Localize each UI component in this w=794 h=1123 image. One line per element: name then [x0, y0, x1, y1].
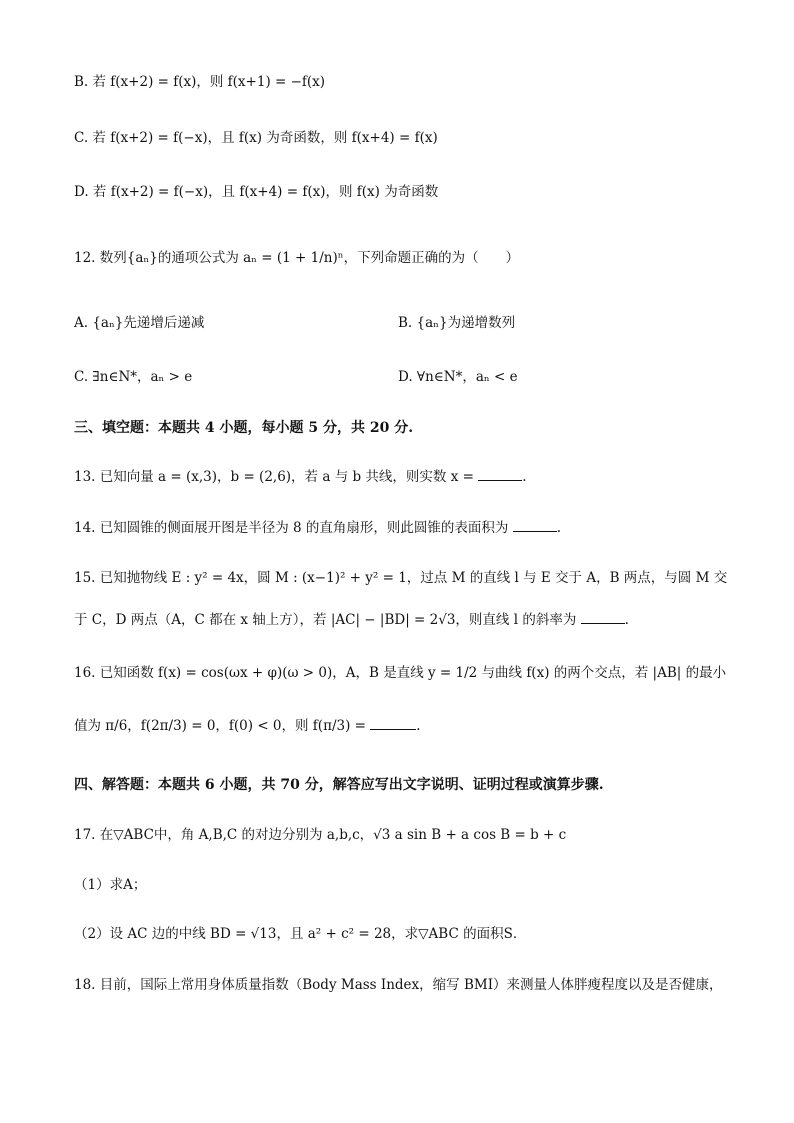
question-17-part1: （1）求A；: [74, 877, 147, 893]
question-14-text: 14. 已知圆锥的侧面展开图是半径为 8 的直角扇形，则此圆锥的表面积为: [74, 520, 509, 536]
question-16-line1: 16. 已知函数 f(x) = cos(ωx + φ)(ω > 0)，A，B 是直线 y = 1/2 与曲线 f(x) 的两个交点，若 |AB| 的最小: [74, 665, 727, 681]
question-15-line2: [74, 610, 629, 630]
section-3-heading: 三、填空题：本题共 4 小题，每小题 5 分，共 20 分.: [74, 420, 414, 436]
answer-blank: [513, 519, 557, 532]
option-12c: C. ∃n∈N*，aₙ > e: [74, 369, 193, 385]
question-18: 18. 目前，国际上常用身体质量指数（Body Mass Index，缩写 BMI）来测量人体胖瘦程度以及是否健康，: [74, 977, 723, 993]
option-11b: B. 若 f(x+2) = f(x)，则 f(x+1) = −f(x): [74, 74, 326, 90]
section-4-heading: 四、解答题：本题共 6 小题，共 70 分，解答应写出文字说明、证明过程或演算步骤.: [74, 777, 604, 793]
period: .: [522, 469, 527, 485]
question-16-line2: [74, 716, 421, 736]
answer-blank: [581, 611, 625, 624]
option-12a: A. {aₙ}先递增后递减: [74, 315, 205, 331]
period: .: [416, 718, 421, 734]
answer-blank: [478, 468, 522, 481]
question-15-text: 于 C，D 两点（A，C 都在 x 轴上方），若 |AC| − |BD| = 2√3，则直线 l 的斜率为: [74, 612, 577, 628]
question-14: [74, 518, 561, 538]
option-11d: D. 若 f(x+2) = f(−x)，且 f(x+4) = f(x)，则 f(x) 为奇函数: [74, 184, 439, 200]
option-12b: B. {aₙ}为递增数列: [398, 315, 516, 331]
answer-blank: [370, 717, 416, 730]
option-11c: C. 若 f(x+2) = f(−x)，且 f(x) 为奇函数，则 f(x+4) = f(x): [74, 130, 438, 146]
question-17-part2: （2）设 AC 边的中线 BD = √13，且 a² + c² = 28，求▽ABC 的面积S．: [74, 926, 527, 942]
option-12d: D. ∀n∈N*，aₙ < e: [398, 369, 518, 385]
question-13: [74, 467, 527, 487]
question-16-text: 值为 π/6，f(2π/3) = 0，f(0) < 0，则 f(π/3) =: [74, 718, 366, 734]
question-13-text: 13. 已知向量 a = (x,3)，b = (2,6)，若 a 与 b 共线，则实数 x =: [74, 469, 474, 485]
period: .: [556, 520, 562, 536]
question-15-line1: 15. 已知抛物线 E : y² = 4x，圆 M : (x−1)² + y² = 1，过点 M 的直线 l 与 E 交于 A，B 两点，与圆 M 交: [74, 570, 728, 586]
period: .: [624, 612, 629, 628]
question-17: 17. 在▽ABC中，角 A,B,C 的对边分别为 a,b,c，√3 a sin B + a cos B = b + c: [74, 827, 567, 843]
question-12: 12. 数列{aₙ}的通项公式为 aₙ = (1 + 1/n)ⁿ，下列命题正确的为（ ）: [74, 250, 520, 266]
